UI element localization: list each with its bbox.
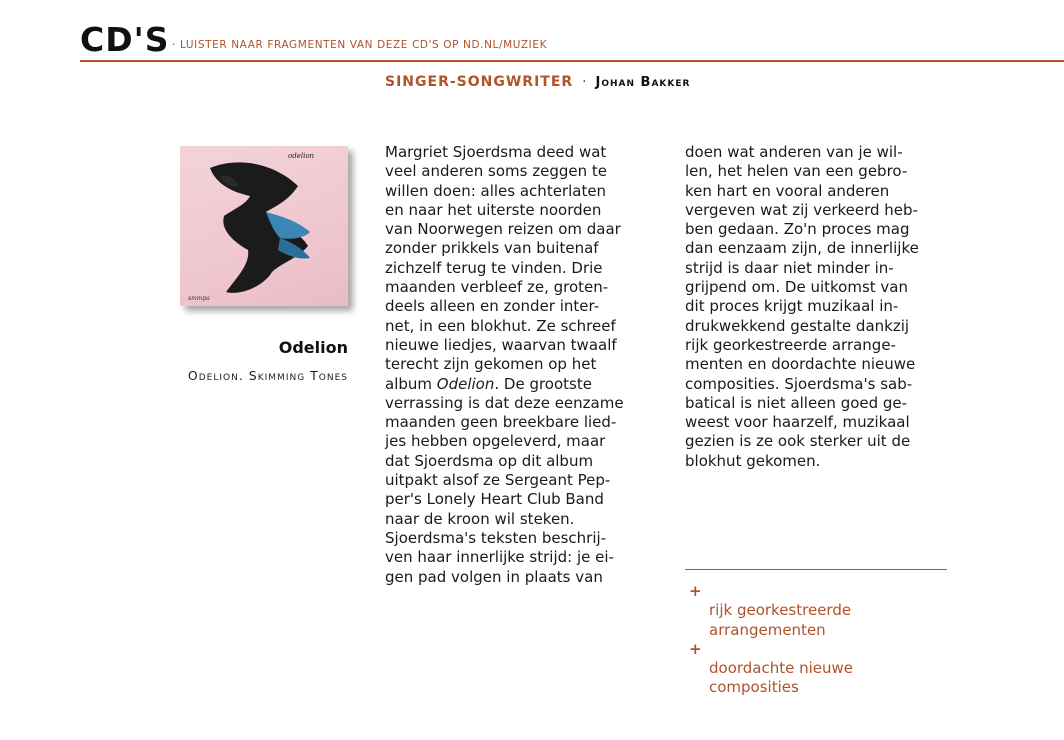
album-title-inline: Odelion (436, 374, 495, 393)
pro-item (685, 640, 955, 698)
plus-icon: + (689, 639, 702, 658)
plus-icon: + (689, 582, 702, 600)
author-name: Johan Bakker (595, 75, 691, 90)
pro-text: rijk georkestreerde arrangementen (709, 601, 852, 639)
album-title: Odelion (278, 338, 348, 357)
pros-list (685, 582, 955, 698)
pro-item (685, 582, 955, 640)
article-text: Margriet Sjoerdsma deed wat veel anderen soms zeggen te willen doen: alles achterlaten en naar het uiterste noorden van Noorwegen reizen om daar zonder prikkels van buitenaf zichzelf terug te vinden. Drie maanden verbleef ze, groten- deels alleen en zonder inter- net, in een blokhut. Ze schreef nieuwe liedjes, waarvan twaalf terecht zijn gekomen op het album (385, 143, 621, 393)
article-column-2 (685, 143, 963, 471)
subhead-separator: · (582, 75, 587, 90)
article-paragraph: doen wat anderen van je wil- len, het helen van een gebro- ken hart en vooral anderen vergeven wat zij verkeerd heb- ben gedaan. Zo'n proces mag dan eenzaam zijn, de innerlijke strijd is daar niet minder in- grijpend om. De uitkomst van dit proces krijgt muzikaal in- drukwekkend gestalte dankzij rijk georkestreerde arrange- menten en doordachte nieuwe composities. Sjoerdsma's sab- batical is niet alleen goed ge- weest voor haarzelf, muzikaal gezien is ze ook sterker uit de blokhut gekomen. (685, 143, 919, 470)
section-title: CD'S (80, 20, 170, 59)
pro-text: doordachte nieuwe composities (709, 659, 854, 697)
tagline-text: LUISTER NAAR FRAGMENTEN VAN DEZE CD'S OP ND.NL/MUZIEK (179, 39, 548, 51)
article-paragraph (385, 143, 660, 587)
article-text: . De grootste verrassing is dat deze eenzame maanden geen breekbare lied- jes hebben opgeleverd, maar dat Sjoerdsma op dit album uitpakt alsof ze Sergeant Pep- per's Lonely Heart Club Band naar de kroon wil steken. Sjoerdsma's teksten beschrij- ven haar innerlijke strijd: je ei- gen pad volgen in plaats van (385, 374, 624, 586)
header-rule (80, 60, 1064, 62)
album-meta: Odelion. Skimming Tones (187, 368, 348, 383)
album-cover-art (180, 146, 348, 306)
masthead (80, 14, 1064, 62)
album-cover (180, 146, 348, 306)
cover-text-top: odelion (288, 152, 315, 160)
genre-label: SINGER-SONGWRITER (385, 74, 574, 90)
article-column-1 (385, 143, 660, 587)
subhead (385, 72, 690, 92)
pros-divider (685, 569, 947, 570)
cover-text-bottom: smmpa (188, 295, 210, 302)
tagline-separator: · (172, 39, 176, 51)
section-tagline (172, 38, 547, 52)
